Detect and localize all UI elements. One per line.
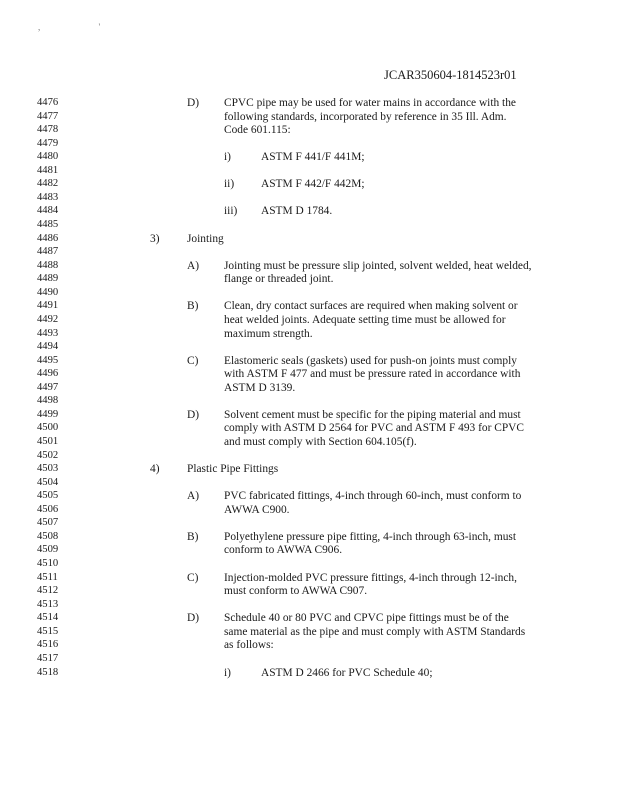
line-number: 4481 <box>37 164 59 176</box>
line-number: 4491 <box>37 300 59 312</box>
document-line <box>0 394 618 408</box>
line-text: AWWA C900. <box>224 503 290 516</box>
line-text: flange or threaded joint. <box>224 273 334 286</box>
document-line <box>0 381 618 395</box>
document-line <box>0 110 618 124</box>
line-text: Injection-molded PVC pressure fittings, 4-inch through 12-inch, <box>224 571 517 584</box>
line-text: conform to AWWA C906. <box>224 544 343 557</box>
line-number: 4500 <box>37 422 59 434</box>
line-text: PVC fabricated fittings, 4-inch through 60-inch, must conform to <box>224 490 522 503</box>
line-number: 4499 <box>37 408 59 420</box>
line-number: 4485 <box>37 219 59 231</box>
list-marker: D) <box>187 408 200 421</box>
list-marker: 4) <box>150 463 160 476</box>
document-line <box>0 313 618 327</box>
line-number: 4480 <box>37 151 59 163</box>
line-number: 4512 <box>37 585 59 597</box>
line-number: 4502 <box>37 449 59 461</box>
line-text: same material as the pipe and must comply with ASTM Standards <box>224 625 526 638</box>
document-line <box>0 489 618 503</box>
document-line <box>0 462 618 476</box>
line-number: 4494 <box>37 341 59 353</box>
line-text: Plastic Pipe Fittings <box>187 463 279 476</box>
line-number: 4504 <box>37 476 59 488</box>
line-number: 4516 <box>37 639 59 651</box>
line-text: ASTM D 2466 for PVC Schedule 40; <box>261 666 433 679</box>
line-number: 4482 <box>37 178 59 190</box>
line-number: 4486 <box>37 232 59 244</box>
line-text: ASTM F 442/F 442M; <box>261 178 365 191</box>
line-number: 4487 <box>37 246 59 258</box>
document-line <box>0 598 618 612</box>
line-text: Elastomeric seals (gaskets) used for push-on joints must comply <box>224 354 517 367</box>
line-number: 4501 <box>37 436 59 447</box>
line-number: 4488 <box>37 259 59 271</box>
line-text: following standards, incorporated by reference in 35 Ill. Adm. <box>224 110 507 123</box>
line-number: 4483 <box>37 191 59 203</box>
line-number: 4498 <box>37 395 59 407</box>
line-number: 4511 <box>37 571 58 583</box>
list-marker: A) <box>187 259 200 272</box>
document-line <box>0 449 618 463</box>
list-marker: C) <box>187 354 199 367</box>
line-number: 4492 <box>37 313 59 325</box>
line-text: comply with ASTM D 2564 for PVC and ASTM F 493 for CPVC <box>224 422 524 435</box>
document-line <box>0 232 618 246</box>
line-number: 4517 <box>37 652 59 664</box>
line-number: 4515 <box>37 625 59 637</box>
line-text: and must comply with Section 604.105(f). <box>224 436 417 448</box>
line-text: ASTM D 1784. <box>261 205 333 218</box>
document-line <box>0 611 618 625</box>
line-number: 4489 <box>37 273 59 285</box>
list-marker: i) <box>224 151 231 164</box>
document-line <box>0 435 618 449</box>
line-number: 4479 <box>37 137 59 149</box>
line-number: 4495 <box>37 354 59 366</box>
list-marker: iii) <box>224 205 238 218</box>
line-text: ASTM D 3139. <box>224 381 296 394</box>
document-line <box>0 354 618 368</box>
line-number: 4505 <box>37 490 59 502</box>
document-line <box>0 625 618 639</box>
document-line <box>0 272 618 286</box>
line-text: heat welded joints. Adequate setting time must be allowed for <box>224 313 506 326</box>
document-line <box>0 245 618 259</box>
line-number: 4507 <box>37 517 59 529</box>
document-line <box>0 164 618 178</box>
line-number: 4506 <box>37 503 59 515</box>
line-text: Jointing must be pressure slip jointed, solvent welded, heat welded, <box>224 259 532 272</box>
document-line <box>0 421 618 435</box>
list-marker: C) <box>187 571 199 584</box>
line-number: 4518 <box>37 666 59 678</box>
document-line <box>0 286 618 300</box>
list-marker: D) <box>187 97 200 109</box>
document-line <box>0 530 618 544</box>
line-text: Clean, dry contact surfaces are required when making solvent or <box>224 300 518 313</box>
document-line <box>0 503 618 517</box>
document-line <box>0 666 618 680</box>
line-text: Schedule 40 or 80 PVC and CPVC pipe fittings must be of the <box>224 612 509 625</box>
line-number: 4509 <box>37 544 59 556</box>
document-line <box>0 543 618 557</box>
document-line <box>0 218 618 232</box>
line-number: 4510 <box>37 558 59 570</box>
line-number: 4477 <box>37 110 59 122</box>
line-number: 4513 <box>37 598 59 610</box>
document-line <box>0 516 618 530</box>
list-marker: B) <box>187 300 199 313</box>
line-text: Code 601.115: <box>224 124 291 137</box>
line-text: CPVC pipe may be used for water mains in accordance with the <box>224 97 516 109</box>
document-line <box>0 259 618 273</box>
line-number: 4497 <box>37 381 59 393</box>
document-line <box>0 408 618 422</box>
line-number: 4476 <box>37 97 59 108</box>
line-number: 4493 <box>37 327 59 339</box>
line-number: 4478 <box>37 124 59 136</box>
document-line <box>0 340 618 354</box>
document-line <box>0 652 618 666</box>
document-line <box>0 476 618 490</box>
line-text: maximum strength. <box>224 327 313 340</box>
document-line <box>0 204 618 218</box>
document-id: JCAR350604-1814523r01 <box>384 68 517 82</box>
line-number: 4496 <box>37 368 59 380</box>
line-text: Solvent cement must be specific for the piping material and must <box>224 408 521 421</box>
line-number: 4508 <box>37 530 59 542</box>
line-text: must conform to AWWA C907. <box>224 585 368 598</box>
list-marker: A) <box>187 490 200 503</box>
line-number: 4484 <box>37 205 59 217</box>
list-marker: D) <box>187 612 200 625</box>
line-text: as follows: <box>224 639 274 652</box>
document-line <box>0 177 618 191</box>
list-marker: B) <box>187 530 199 543</box>
line-number: 4514 <box>37 612 59 624</box>
line-text: Polyethylene pressure pipe fitting, 4-inch through 63-inch, must <box>224 530 516 543</box>
list-marker: i) <box>224 666 231 679</box>
document-line <box>0 96 618 110</box>
line-number: 4503 <box>37 463 59 475</box>
document-line <box>0 137 618 151</box>
document-line <box>0 327 618 341</box>
list-marker: 3) <box>150 232 160 245</box>
scan-specks: , ' <box>38 22 129 32</box>
line-text: Jointing <box>187 232 224 245</box>
document-line <box>0 150 618 164</box>
list-marker: ii) <box>224 178 235 191</box>
line-text: with ASTM F 477 and must be pressure rated in accordance with <box>224 368 521 381</box>
line-number: 4490 <box>37 286 59 298</box>
document-line <box>0 638 618 652</box>
document-line <box>0 123 618 137</box>
document-line <box>0 367 618 381</box>
document-line <box>0 557 618 571</box>
line-text: ASTM F 441/F 441M; <box>261 151 365 164</box>
document-line <box>0 299 618 313</box>
document-line <box>0 191 618 205</box>
document-line <box>0 584 618 598</box>
document-line <box>0 571 618 585</box>
